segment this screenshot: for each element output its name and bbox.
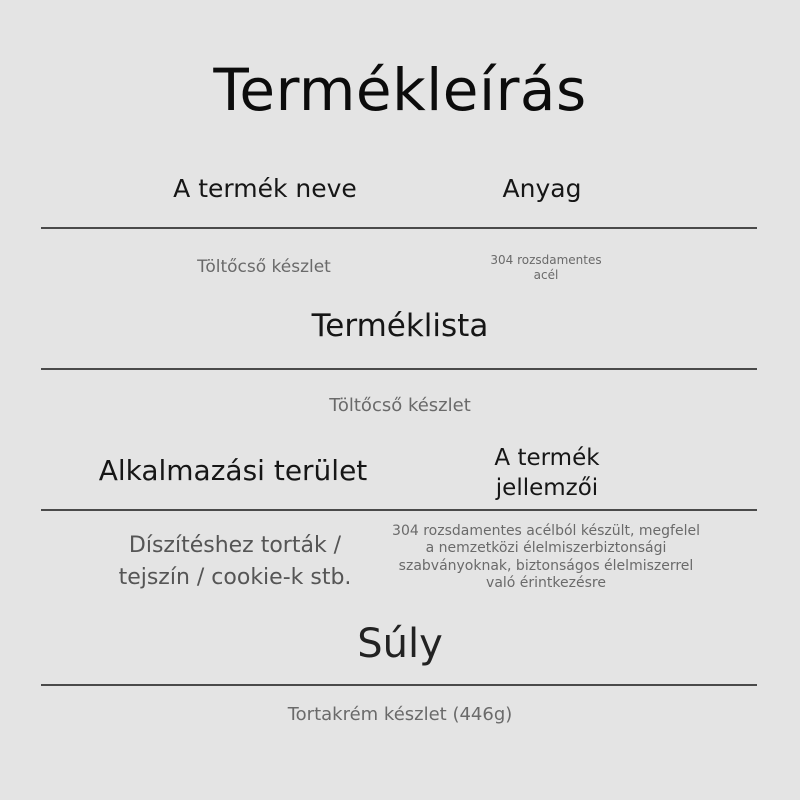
product-list-heading: Terméklista xyxy=(311,308,489,344)
features-value-line3: szabványoknak, biztonságos élelmiszerrel xyxy=(398,558,694,574)
divider-line xyxy=(41,227,757,229)
divider-line xyxy=(41,368,757,370)
page-title: Termékleírás xyxy=(213,56,587,124)
material-label: Anyag xyxy=(502,174,582,203)
features-label-line2: jellemzői xyxy=(495,475,599,501)
features-value-line4: való érintkezésre xyxy=(486,575,606,591)
material-value-line1: 304 rozsdamentes xyxy=(490,253,602,267)
product-list-value: Töltőcső készlet xyxy=(329,395,471,416)
features-value-line2: a nemzetközi élelmiszerbiztonsági xyxy=(425,540,667,556)
divider-line xyxy=(41,509,757,511)
weight-value: Tortakrém készlet (446g) xyxy=(287,704,513,725)
product-name-value: Töltőcső készlet xyxy=(197,257,331,277)
divider-line xyxy=(41,684,757,686)
weight-heading: Súly xyxy=(357,621,443,667)
material-value-line2: acél xyxy=(533,268,559,282)
application-area-value-line1: Díszítéshez torták / xyxy=(128,533,342,558)
features-value-line1: 304 rozsdamentes acélból készült, megfelel xyxy=(392,523,700,539)
application-area-value-line2: tejszín / cookie-k stb. xyxy=(118,565,352,590)
product-name-label: A termék neve xyxy=(173,174,357,203)
application-area-label: Alkalmazási terület xyxy=(98,454,368,487)
features-label-line1: A termék xyxy=(494,445,600,471)
